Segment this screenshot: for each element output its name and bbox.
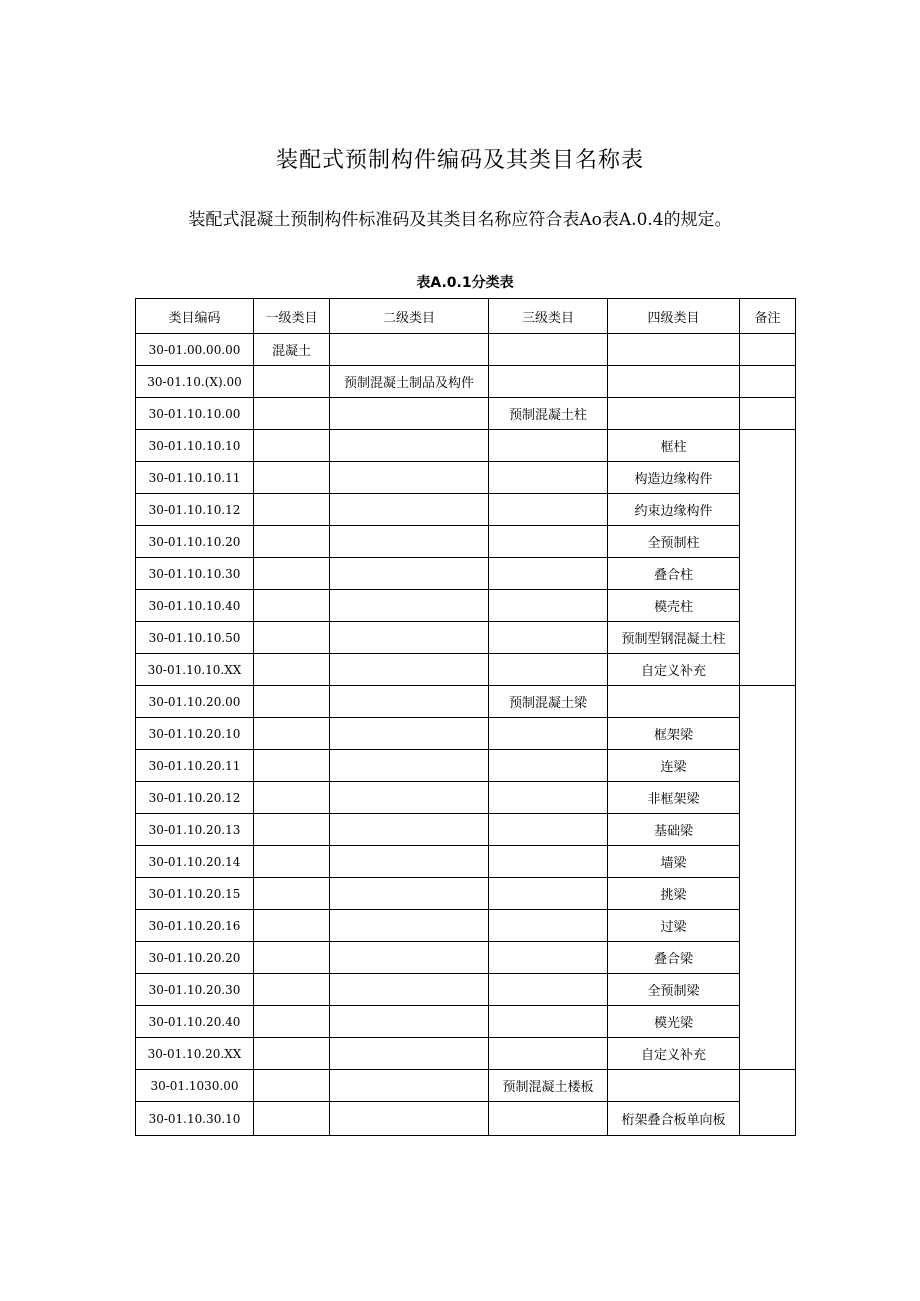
- level-4-cell: 挑梁: [608, 878, 740, 910]
- code-cell: 30-01.10.30.10: [136, 1102, 254, 1136]
- level-4-cell: 桁架叠合板单向板: [608, 1102, 740, 1136]
- table-header-row: [136, 299, 796, 334]
- level-4-cell: 框柱: [608, 430, 740, 462]
- code-cell: 30-01.10.20.00: [136, 686, 254, 718]
- level-4-cell: 模光梁: [608, 1006, 740, 1038]
- code-cell: 30-01.10.20.XX: [136, 1038, 254, 1070]
- level-4-cell: 构造边缘构件: [608, 462, 740, 494]
- table-body: [136, 334, 796, 1136]
- level-2-cell: [330, 334, 489, 366]
- level-4-cell: 非框架梁: [608, 782, 740, 814]
- table-row: [136, 686, 796, 718]
- level-2-cell: [330, 622, 489, 654]
- header-remarks: 备注: [740, 299, 796, 334]
- level-1-cell: [254, 622, 330, 654]
- level-3-cell: [489, 974, 608, 1006]
- level-1-cell: [254, 430, 330, 462]
- code-cell: 30-01.10.20.14: [136, 846, 254, 878]
- level-3-cell: [489, 814, 608, 846]
- level-4-cell: 过梁: [608, 910, 740, 942]
- code-cell: 30-01.10.20.30: [136, 974, 254, 1006]
- table-row: [136, 846, 796, 878]
- level-4-cell: 预制型钢混凝土柱: [608, 622, 740, 654]
- level-3-cell: [489, 366, 608, 398]
- table-row: [136, 1038, 796, 1070]
- level-3-cell: [489, 878, 608, 910]
- level-2-cell: [330, 878, 489, 910]
- remarks-cell: [740, 366, 796, 398]
- level-3-cell: [489, 526, 608, 558]
- table-row: [136, 878, 796, 910]
- level-3-cell: [489, 1006, 608, 1038]
- level-1-cell: [254, 814, 330, 846]
- level-3-cell: [489, 718, 608, 750]
- level-1-cell: [254, 1070, 330, 1102]
- level-2-cell: [330, 718, 489, 750]
- level-3-cell: [489, 1038, 608, 1070]
- level-3-cell: 预制混凝土梁: [489, 686, 608, 718]
- level-1-cell: [254, 1102, 330, 1136]
- level-4-cell: 自定义补充: [608, 1038, 740, 1070]
- level-4-cell: 自定义补充: [608, 654, 740, 686]
- level-2-cell: [330, 846, 489, 878]
- level-4-cell: 框架梁: [608, 718, 740, 750]
- level-2-cell: [330, 462, 489, 494]
- code-cell: 30-01.1030.00: [136, 1070, 254, 1102]
- table-row: [136, 366, 796, 398]
- level-3-cell: [489, 846, 608, 878]
- level-1-cell: [254, 526, 330, 558]
- code-cell: 30-01.10.10.00: [136, 398, 254, 430]
- level-2-cell: [330, 1038, 489, 1070]
- level-2-cell: [330, 398, 489, 430]
- level-1-cell: [254, 462, 330, 494]
- level-2-cell: [330, 910, 489, 942]
- level-2-cell: [330, 974, 489, 1006]
- level-4-cell: [608, 398, 740, 430]
- level-4-cell: 叠合梁: [608, 942, 740, 974]
- table-row: [136, 782, 796, 814]
- level-3-cell: [489, 1102, 608, 1136]
- level-4-cell: [608, 334, 740, 366]
- level-3-cell: [489, 494, 608, 526]
- header-level-1: 一级类目: [254, 299, 330, 334]
- level-3-cell: [489, 590, 608, 622]
- table-row: [136, 462, 796, 494]
- level-4-cell: 模壳柱: [608, 590, 740, 622]
- level-1-cell: [254, 494, 330, 526]
- level-2-cell: [330, 558, 489, 590]
- table-row: [136, 910, 796, 942]
- level-1-cell: [254, 782, 330, 814]
- level-1-cell: [254, 398, 330, 430]
- level-1-cell: [254, 878, 330, 910]
- level-4-cell: [608, 686, 740, 718]
- level-4-cell: 全预制柱: [608, 526, 740, 558]
- level-3-cell: [489, 430, 608, 462]
- level-2-cell: [330, 782, 489, 814]
- table-row: [136, 750, 796, 782]
- table-row: [136, 1006, 796, 1038]
- level-2-cell: [330, 1102, 489, 1136]
- code-cell: 30-01.10.20.10: [136, 718, 254, 750]
- table-row: [136, 494, 796, 526]
- code-cell: 30-01.10.20.12: [136, 782, 254, 814]
- header-level-2: 二级类目: [330, 299, 489, 334]
- code-cell: 30-01.10.20.20: [136, 942, 254, 974]
- table-row: [136, 814, 796, 846]
- level-4-cell: 约束边缘构件: [608, 494, 740, 526]
- level-1-cell: [254, 718, 330, 750]
- level-2-cell: [330, 526, 489, 558]
- level-1-cell: [254, 910, 330, 942]
- level-1-cell: [254, 590, 330, 622]
- code-cell: 30-01.10.10.12: [136, 494, 254, 526]
- level-3-cell: [489, 782, 608, 814]
- header-level-4: 四级类目: [608, 299, 740, 334]
- level-1-cell: [254, 1006, 330, 1038]
- level-4-cell: 墙梁: [608, 846, 740, 878]
- table-row: [136, 622, 796, 654]
- table-row: [136, 334, 796, 366]
- table-row: [136, 526, 796, 558]
- code-cell: 30-01.10.10.20: [136, 526, 254, 558]
- level-2-cell: [330, 590, 489, 622]
- remarks-cell: [740, 430, 796, 686]
- code-cell: 30-01.10.10.XX: [136, 654, 254, 686]
- table-row: [136, 590, 796, 622]
- remarks-cell: [740, 398, 796, 430]
- remarks-cell: [740, 686, 796, 1070]
- code-cell: 30-01.10.10.50: [136, 622, 254, 654]
- level-4-cell: 基础梁: [608, 814, 740, 846]
- code-cell: 30-01.10.20.40: [136, 1006, 254, 1038]
- level-2-cell: [330, 750, 489, 782]
- level-1-cell: [254, 366, 330, 398]
- level-4-cell: 连梁: [608, 750, 740, 782]
- level-1-cell: 混凝土: [254, 334, 330, 366]
- level-1-cell: [254, 654, 330, 686]
- code-cell: 30-01.10.10.10: [136, 430, 254, 462]
- code-cell: 30-01.10.20.13: [136, 814, 254, 846]
- level-3-cell: 预制混凝土柱: [489, 398, 608, 430]
- table-caption: 表A.0.1分类表: [416, 275, 514, 291]
- code-cell: 30-01.10.10.30: [136, 558, 254, 590]
- level-1-cell: [254, 974, 330, 1006]
- intro-paragraph: 装配式混凝土预制构件标准码及其类目名称应符合表Ao表A.0.4的规定。: [188, 210, 732, 230]
- remarks-cell: [740, 334, 796, 366]
- level-1-cell: [254, 750, 330, 782]
- level-3-cell: [489, 462, 608, 494]
- table-row: [136, 1102, 796, 1136]
- level-1-cell: [254, 942, 330, 974]
- table-row: [136, 718, 796, 750]
- level-1-cell: [254, 1038, 330, 1070]
- classification-table: [135, 298, 796, 1136]
- level-3-cell: 预制混凝土楼板: [489, 1070, 608, 1102]
- table-row: [136, 430, 796, 462]
- header-category-code: 类目编码: [136, 299, 254, 334]
- code-cell: 30-01.10.20.16: [136, 910, 254, 942]
- table-row: [136, 398, 796, 430]
- level-2-cell: [330, 942, 489, 974]
- code-cell: 30-01.10.20.15: [136, 878, 254, 910]
- level-1-cell: [254, 686, 330, 718]
- level-4-cell: 全预制梁: [608, 974, 740, 1006]
- level-2-cell: [330, 494, 489, 526]
- header-level-3: 三级类目: [489, 299, 608, 334]
- level-1-cell: [254, 558, 330, 590]
- level-2-cell: [330, 430, 489, 462]
- level-2-cell: 预制混凝土制品及构件: [330, 366, 489, 398]
- table-row: [136, 1070, 796, 1102]
- level-1-cell: [254, 846, 330, 878]
- remarks-cell: [740, 1070, 796, 1136]
- document-title: 装配式预制构件编码及其类目名称表: [275, 148, 644, 173]
- code-cell: 30-01.10.20.11: [136, 750, 254, 782]
- level-2-cell: [330, 814, 489, 846]
- code-cell: 30-01.10.10.11: [136, 462, 254, 494]
- table-row: [136, 654, 796, 686]
- level-3-cell: [489, 942, 608, 974]
- table-row: [136, 558, 796, 590]
- level-2-cell: [330, 654, 489, 686]
- level-3-cell: [489, 558, 608, 590]
- level-3-cell: [489, 334, 608, 366]
- level-2-cell: [330, 1006, 489, 1038]
- code-cell: 30-01.10.(X).00: [136, 366, 254, 398]
- code-cell: 30-01.10.10.40: [136, 590, 254, 622]
- level-3-cell: [489, 910, 608, 942]
- level-4-cell: [608, 1070, 740, 1102]
- level-2-cell: [330, 686, 489, 718]
- level-3-cell: [489, 654, 608, 686]
- level-3-cell: [489, 622, 608, 654]
- table-row: [136, 942, 796, 974]
- level-2-cell: [330, 1070, 489, 1102]
- table-row: [136, 974, 796, 1006]
- level-4-cell: [608, 366, 740, 398]
- code-cell: 30-01.00.00.00: [136, 334, 254, 366]
- level-3-cell: [489, 750, 608, 782]
- level-4-cell: 叠合柱: [608, 558, 740, 590]
